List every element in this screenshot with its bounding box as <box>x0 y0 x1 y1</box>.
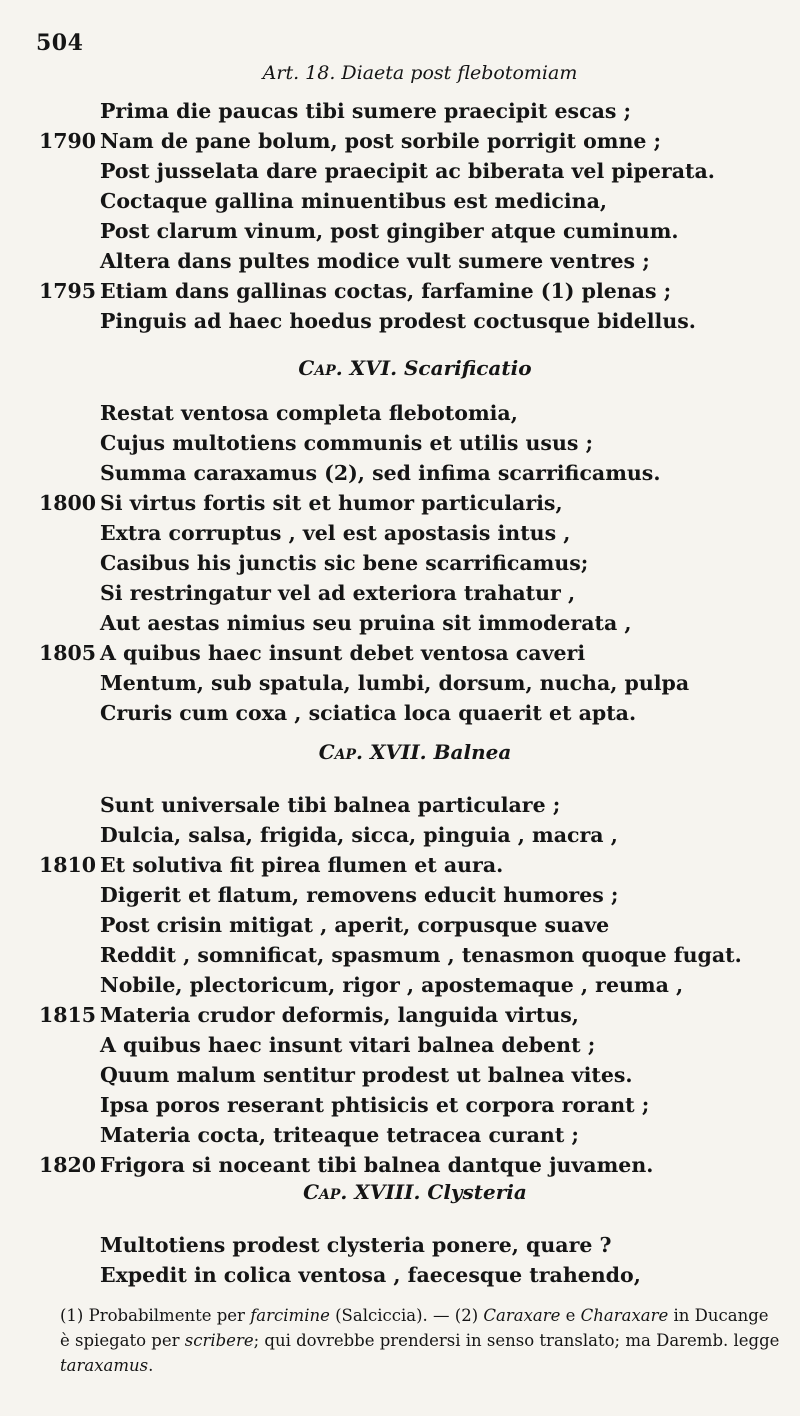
verse-text: Multotiens prodest clysteria ponere, quare ? <box>100 1233 612 1257</box>
verse-text: Dulcia, salsa, frigida, sicca, pinguia , macra , <box>100 823 618 847</box>
chapter-cap-label: Cap. <box>298 356 343 380</box>
verse-text: Frigora si noceant tibi balnea dantque juvamen. <box>100 1153 654 1177</box>
verse-text: Quum malum sentitur prodest ut balnea vites. <box>100 1063 633 1087</box>
verse-text: A quibus haec insunt vitari balnea debent ; <box>100 1033 596 1057</box>
verse-text: Cruris cum coxa , sciatica loca quaerit et apta. <box>100 701 637 725</box>
verse-line <box>0 398 800 428</box>
verse-text: Extra corruptus , vel est apostasis intus , <box>100 521 571 545</box>
verse-text: Altera dans pultes modice vult sumere ventres ; <box>100 249 650 273</box>
verse-line <box>0 1030 800 1060</box>
verse-line <box>0 428 800 458</box>
verse-text: Reddit , somnificat, spasmum , tenasmon quoque fugat. <box>100 943 742 967</box>
verse-text: Casibus his junctis sic bene scarrificamus; <box>100 551 589 575</box>
verse-text: Restat ventosa completa flebotomia, <box>100 401 518 425</box>
chapter-title: XVIII. Clysteria <box>354 1180 527 1204</box>
line-number: 1805 <box>38 641 96 665</box>
chapter-cap-label: Cap. <box>318 740 363 764</box>
line-number: 1820 <box>38 1153 96 1177</box>
verse-line <box>0 518 800 548</box>
line-number: 1810 <box>38 853 96 877</box>
verse-line <box>0 1000 800 1030</box>
verse-text: A quibus haec insunt debet ventosa caveri <box>100 641 586 665</box>
verse-text: Pinguis ad haec hoedus prodest coctusque bidellus. <box>100 309 696 333</box>
verse-text: Nobile, plectoricum, rigor , apostemaque , reuma , <box>100 973 684 997</box>
verse-line <box>0 276 800 306</box>
chapter-cap-label: Cap. <box>303 1180 348 1204</box>
chapter-heading-17 <box>0 740 800 764</box>
verse-text: Post jusselata dare praecipit ac biberata vel piperata. <box>100 159 715 183</box>
verse-line <box>0 790 800 820</box>
verse-line <box>0 458 800 488</box>
verse-block-diaeta <box>0 96 800 336</box>
verse-text: Mentum, sub spatula, lumbi, dorsum, nucha, pulpa <box>100 671 690 695</box>
verse-block-scarificatio <box>0 398 800 728</box>
verse-text: Materia crudor deformis, languida virtus, <box>100 1003 579 1027</box>
verse-line <box>0 246 800 276</box>
verse-text: Post crisin mitigat , aperit, corpusque suave <box>100 913 610 937</box>
footnote-text: in Ducange è spiegato per <box>60 1306 769 1350</box>
verse-text: Summa caraxamus (2), sed infima scarrificamus. <box>100 461 661 485</box>
verse-line <box>0 216 800 246</box>
verse-block-balnea <box>0 790 800 1180</box>
verse-text: Si virtus fortis sit et humor particularis, <box>100 491 563 515</box>
verse-line <box>0 1090 800 1120</box>
footnote-italic-word: farcimine <box>250 1306 330 1325</box>
verse-line <box>0 306 800 336</box>
footnote-text: (Salciccia). — (2) <box>329 1306 484 1325</box>
verse-line <box>0 1060 800 1090</box>
footnote-italic-word: taraxamus <box>60 1356 149 1375</box>
footnote-italic-word: Charaxare <box>580 1306 669 1325</box>
chapter-heading-18 <box>0 1180 800 1204</box>
verse-text: Prima die paucas tibi sumere praecipit escas ; <box>100 99 632 123</box>
verse-text: Si restringatur vel ad exteriora trahatur , <box>100 581 576 605</box>
chapter-title: XVII. Balnea <box>369 740 512 764</box>
line-number: 1800 <box>38 491 96 515</box>
verse-text: Materia cocta, triteaque tetracea curant ; <box>100 1123 579 1147</box>
verse-line <box>0 1230 800 1260</box>
verse-line <box>0 156 800 186</box>
footnote-italic-word: Caraxare <box>483 1306 561 1325</box>
verse-line <box>0 668 800 698</box>
verse-line <box>0 820 800 850</box>
verse-line <box>0 638 800 668</box>
line-number: 1795 <box>38 279 96 303</box>
chapter-heading-16 <box>0 356 800 380</box>
verse-text: Nam de pane bolum, post sorbile porrigit omne ; <box>100 129 662 153</box>
verse-line <box>0 940 800 970</box>
verse-text: Expedit in colica ventosa , faecesque trahendo, <box>100 1263 641 1287</box>
verse-block-clysteria <box>0 1230 800 1290</box>
verse-text: Coctaque gallina minuentibus est medicina, <box>100 189 607 213</box>
verse-line <box>0 186 800 216</box>
verse-text: Et solutiva fit pirea flumen et aura. <box>100 853 504 877</box>
verse-line <box>0 1150 800 1180</box>
verse-text: Post clarum vinum, post gingiber atque cuminum. <box>100 219 679 243</box>
verse-line <box>0 608 800 638</box>
verse-line <box>0 880 800 910</box>
verse-line <box>0 1120 800 1150</box>
footnote-text: (1) Probabilmente per <box>60 1306 251 1325</box>
footnote-text: . <box>148 1356 154 1375</box>
verse-line <box>0 910 800 940</box>
verse-line <box>0 126 800 156</box>
verse-line <box>0 1260 800 1290</box>
verse-line <box>0 850 800 880</box>
verse-line <box>0 488 800 518</box>
verse-text: Aut aestas nimius seu pruina sit immoderata , <box>100 611 632 635</box>
footnote-text: ; qui dovrebbe prendersi in senso translato; ma Daremb. legge <box>253 1331 780 1350</box>
verse-line <box>0 698 800 728</box>
line-number: 1790 <box>38 129 96 153</box>
verse-text: Sunt universale tibi balnea particulare ; <box>100 793 561 817</box>
footnotes <box>60 1303 780 1378</box>
running-head: Art. 18. Diaeta post flebotomiam <box>262 62 578 84</box>
chapter-title: XVI. Scarificatio <box>349 356 532 380</box>
footnote-text: e <box>560 1306 581 1325</box>
footnote-italic-word: scribere <box>184 1331 254 1350</box>
verse-line <box>0 96 800 126</box>
verse-text: Ipsa poros reserant phtisicis et corpora rorant ; <box>100 1093 650 1117</box>
verse-text: Cujus multotiens communis et utilis usus ; <box>100 431 594 455</box>
verse-line <box>0 578 800 608</box>
line-number: 1815 <box>38 1003 96 1027</box>
verse-text: Etiam dans gallinas coctas, farfamine (1) plenas ; <box>100 279 672 303</box>
verse-line <box>0 970 800 1000</box>
page-number: 504 <box>36 30 84 56</box>
verse-text: Digerit et flatum, removens educit humores ; <box>100 883 619 907</box>
verse-line <box>0 548 800 578</box>
